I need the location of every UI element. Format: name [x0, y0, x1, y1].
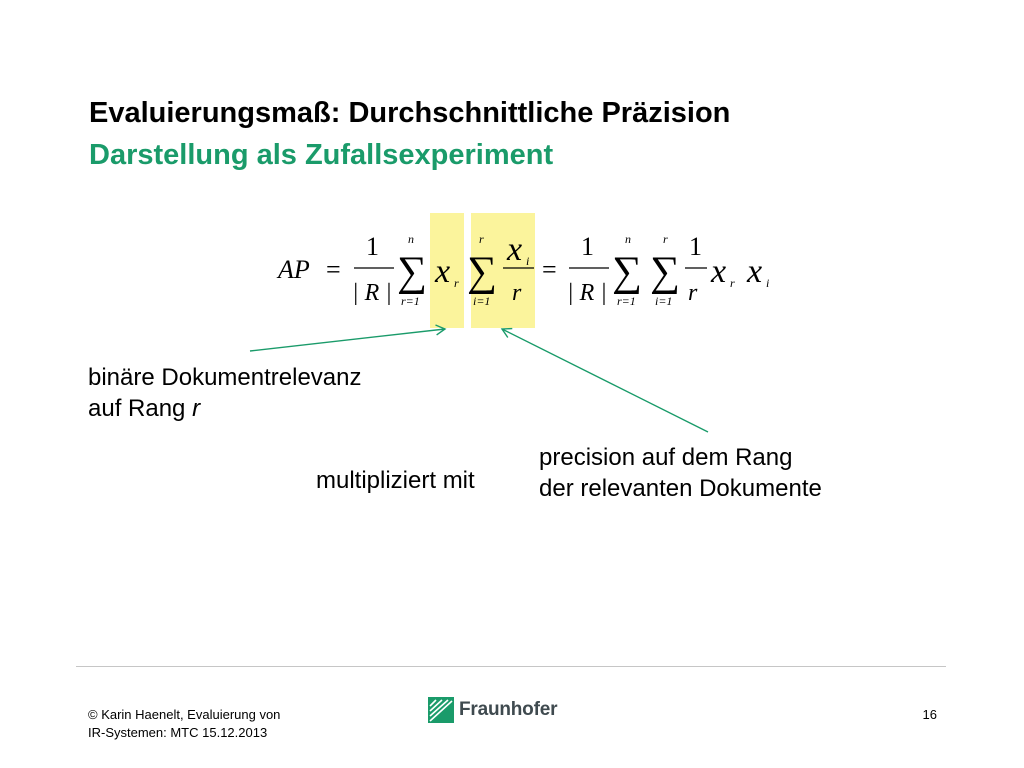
footer-copyright-line2: IR-Systemen: MTC 15.12.2013	[88, 725, 268, 740]
fraunhofer-logo	[428, 697, 557, 723]
slide-subtitle: Darstellung als Zufallsexperiment	[89, 139, 554, 171]
formula-x-i-1: x	[507, 231, 523, 268]
page-number: 16	[922, 707, 937, 722]
annotation-binary-relevance-line1: binäre Dokumentrelevanz	[88, 364, 362, 391]
formula-den-r-1: r	[512, 280, 522, 306]
sum-symbol-4: ∑	[650, 249, 680, 295]
formula-x-i-2-sub: i	[766, 276, 770, 290]
sum-symbol-2: ∑	[467, 249, 497, 295]
formula-x-i-1-sub: i	[526, 254, 530, 268]
annotation-binary-relevance-text: auf Rang	[88, 395, 193, 422]
sum-n-upper-3: n	[625, 232, 631, 246]
annotation-precision-line1: precision auf dem Rang	[539, 444, 793, 471]
formula-equals-2: =	[542, 255, 557, 284]
annotation-binary-relevance-var: r	[192, 395, 201, 422]
arrow-binary-relevance	[250, 329, 445, 351]
formula-one-3: 1	[689, 232, 702, 261]
annotation-binary-relevance-line2	[88, 393, 361, 424]
formula-x-i-2: x	[747, 253, 763, 290]
annotation-precision-line2: der relevanten Dokumente	[539, 475, 822, 502]
footer-copyright-line1: © Karin Haenelt, Evaluierung von	[88, 707, 281, 722]
sum-i-lower-4: i=1	[655, 294, 673, 308]
formula-ap: AP	[278, 255, 310, 284]
formula-x-r-2-sub: r	[730, 276, 735, 290]
sum-i-lower-2: i=1	[473, 294, 491, 308]
formula-one-2: 1	[581, 232, 594, 261]
annotation-binary-relevance	[88, 362, 361, 424]
sum-r-upper-2: r	[479, 232, 484, 246]
annotation-multiplied: multipliziert mit	[316, 467, 475, 494]
sum-n-upper-1: n	[408, 232, 414, 246]
formula-x-r-1-sub: r	[454, 276, 459, 290]
arrow-precision	[502, 329, 708, 432]
formula-abs-r-2: | R |	[567, 280, 607, 306]
sum-r-upper-4: r	[663, 232, 668, 246]
sum-symbol-3: ∑	[612, 249, 642, 295]
fraunhofer-logo-icon	[428, 697, 454, 723]
footer-divider	[76, 666, 946, 667]
annotation-precision	[539, 442, 822, 504]
formula-one-1: 1	[366, 232, 379, 261]
formula-abs-r-1: | R |	[352, 280, 392, 306]
sum-r-lower-3: r=1	[617, 294, 636, 308]
footer-copyright	[88, 706, 280, 742]
formula-den-r-2: r	[688, 280, 698, 306]
fraunhofer-logo-text: Fraunhofer	[459, 699, 558, 720]
formula-x-r-2: x	[711, 253, 727, 290]
slide-title: Evaluierungsmaß: Durchschnittliche Präzision	[89, 97, 731, 129]
sum-symbol-1: ∑	[397, 249, 427, 295]
sum-r-lower-1: r=1	[401, 294, 420, 308]
formula-x-r-1: x	[435, 253, 451, 290]
formula-equals-1: =	[326, 255, 341, 284]
